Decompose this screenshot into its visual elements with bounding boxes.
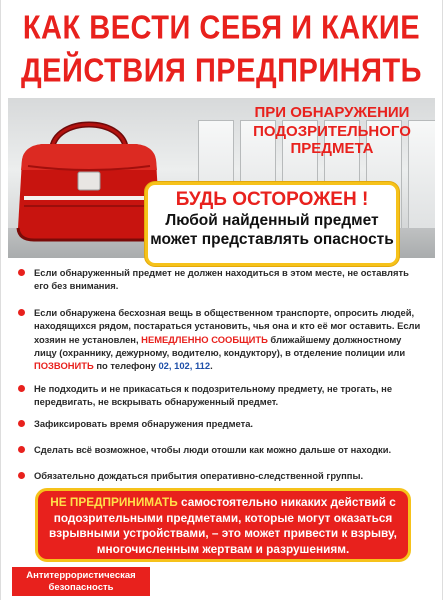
- list-item: [18, 469, 422, 482]
- phone-numbers: 02, 102, 112: [158, 360, 211, 372]
- list-item: [18, 306, 422, 372]
- rule-text: Обязательно дождаться прибытия оперативно-следственной группы.: [34, 470, 364, 481]
- rule-text: Не подходить и не прикасаться к подозрительному предмету, не трогать, не передвигать, не вскрывать обнаруженный предмет.: [34, 383, 393, 408]
- banner-line-2: ПОДОЗРИТЕЛЬНОГО ПРЕДМЕТА: [253, 123, 411, 157]
- security-badge: [12, 567, 150, 596]
- bullet-icon: [18, 309, 25, 316]
- list-item: [18, 443, 422, 456]
- warning-box: [145, 182, 399, 266]
- rule-text: Если обнаружена бесхозная вещь в общественном транспорте, опросить людей, находящихся рядом, постараться установить, чья она и кто её мог оставить. Если хозяин не установлен,: [34, 307, 421, 345]
- banner-line-1: ПРИ ОБНАРУЖЕНИИ: [254, 104, 410, 121]
- bottom-warning-box: [35, 488, 411, 562]
- rule-text: .: [210, 360, 213, 372]
- rule-text: ближайшему должностному лицу (охраннику, дежурному, водителю, кондуктору), в отделение полиции или: [34, 333, 406, 358]
- title-line-1: КАК ВЕСТИ СЕБЯ И КАКИЕ: [22, 9, 421, 47]
- bullet-icon: [18, 420, 25, 427]
- list-item: [18, 417, 422, 430]
- rule-text: Если обнаруженный предмет не должен находиться в этом месте, не оставлять его без внимания.: [34, 267, 409, 292]
- rule-text: Сделать всё возможное, чтобы люди отошли как можно дальше от находки.: [34, 444, 392, 455]
- bottom-text: самостоятельно никаких действий с подозрительными предметами, которые могут оказаться взрывными устройствами, – это может привести к взрыву, многочисленным жертвам и разрушениям.: [49, 495, 397, 556]
- bullet-icon: [18, 472, 25, 479]
- badge-line-1: Антитеррористическая: [26, 570, 136, 581]
- bullet-icon: [18, 269, 25, 276]
- warning-title: БУДЬ ОСТОРОЖЕН !: [175, 189, 369, 210]
- rule-text: по телефону: [93, 360, 159, 372]
- red-bag-image: [14, 110, 164, 246]
- highlight-text: НЕМЕДЛЕННО СООБЩИТЬ: [141, 333, 268, 345]
- warning-line-1: Любой найденный предмет: [165, 212, 379, 229]
- highlight-text: ПОЗВОНИТЬ: [34, 360, 94, 372]
- bullet-icon: [18, 446, 25, 453]
- banner: [232, 104, 432, 159]
- title-line-2: ДЕЙСТВИЯ ПРЕДПРИНЯТЬ: [20, 52, 423, 90]
- warning-line-2: может представлять опасность: [150, 231, 394, 248]
- bottom-emphasis: НЕ ПРЕДПРИНИМАТЬ: [50, 495, 178, 509]
- list-item: [18, 266, 422, 293]
- badge-line-2: безопасность: [48, 582, 114, 593]
- bullet-icon: [18, 385, 25, 392]
- rule-text: Зафиксировать время обнаружения предмета.: [34, 418, 254, 429]
- list-item: [18, 382, 422, 409]
